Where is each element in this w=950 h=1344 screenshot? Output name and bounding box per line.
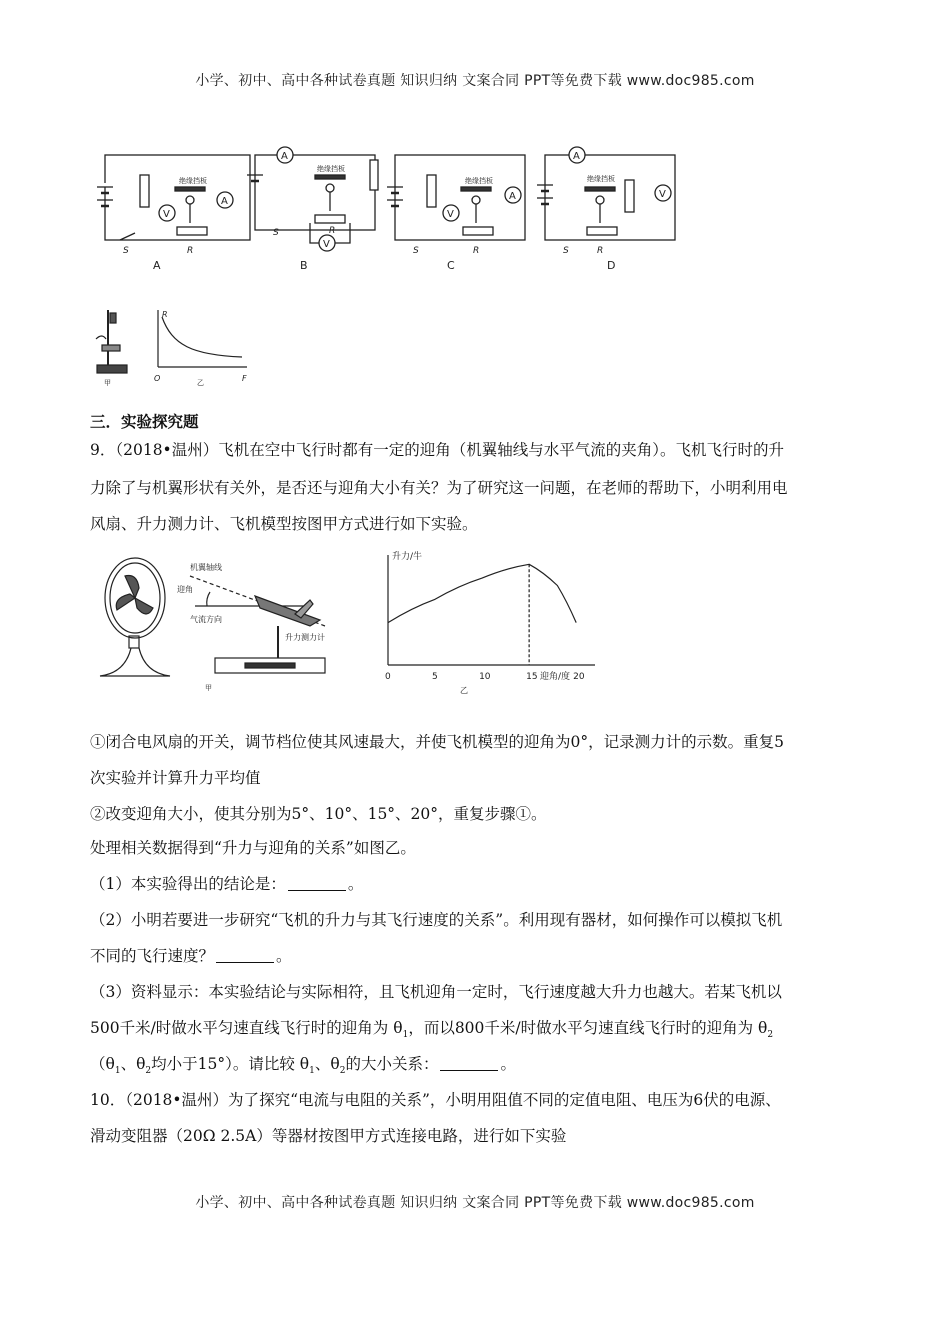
circuit-d (537, 147, 675, 272)
fan-airplane-figure (95, 548, 365, 693)
svg-text:S: S (273, 228, 279, 238)
option-c-label: C (447, 259, 455, 272)
svg-text:A: A (573, 151, 580, 162)
stand-figure-jia (96, 310, 127, 387)
q9-step-2: ②改变迎角大小，使其分别为5°、10°、15°、20°，重复步骤①。 (90, 805, 547, 823)
svg-text:S: S (413, 246, 419, 256)
r-f-graph-yi (154, 310, 247, 387)
svg-text:V: V (659, 189, 666, 200)
svg-text:R: R (329, 226, 336, 236)
q9-sub-3a: （3）资料显示：本实验结论与实际相符，且飞机迎角一定时，飞行速度越大升力也越大。若某飞机以 (90, 983, 782, 1001)
lift-angle-chart (370, 545, 610, 695)
option-d-label: D (607, 259, 616, 272)
x-tick-20: 20 (573, 672, 585, 682)
x-tick-5: 5 (432, 672, 438, 682)
svg-text:A: A (281, 151, 288, 162)
svg-text:绝缘挡板: 绝缘挡板 (317, 165, 345, 173)
svg-text:A: A (221, 196, 228, 207)
section-title: 三．实验探究题 (90, 412, 199, 431)
chart-caption: 乙 (460, 686, 468, 695)
option-a-label: A (153, 259, 161, 272)
svg-text:F: F (242, 374, 247, 383)
page-header: 小学、初中、高中各种试卷真题 知识归纳 文案合同 PPT等免费下载 www.doc985.com (195, 73, 755, 89)
q9-sub-2b: 不同的飞行速度？ 。 (90, 947, 292, 965)
answer-blank-3[interactable] (440, 1056, 498, 1071)
svg-text:O: O (154, 374, 161, 383)
q9-step-1b: 次实验并计算升力平均值 (90, 769, 261, 787)
x-tick-0: 0 (385, 672, 391, 682)
q9-line-1: 9．（2018•温州）飞机在空中飞行时都有一定的迎角（机翼轴线与水平气流的夹角）。飞机飞行时的升 (90, 441, 784, 459)
q9-sub-1: （1）本实验得出的结论是： 。 (90, 875, 364, 893)
svg-text:迎角: 迎角 (177, 585, 193, 594)
q9-step-1a: ①闭合电风扇的开关，调节档位使其风速最大，并使飞机模型的迎角为0°，记录测力计的示数。重复5 (90, 733, 784, 751)
svg-text:A: A (509, 191, 516, 202)
svg-text:V: V (163, 209, 170, 220)
lift-curve (388, 564, 576, 622)
svg-text:V: V (447, 209, 454, 220)
svg-text:R: R (162, 310, 168, 319)
svg-text:甲: 甲 (205, 684, 212, 692)
page-footer: 小学、初中、高中各种试卷真题 知识归纳 文案合同 PPT等免费下载 www.doc985.com (195, 1195, 755, 1211)
circuit-a (95, 155, 250, 272)
svg-text:甲: 甲 (104, 379, 111, 387)
q9-line-3: 风扇、升力测力计、飞机模型按图甲方式进行如下实验。 (90, 515, 478, 533)
q9-sub-3c: （$\theta_1$、$\theta_2$均小于15°）。请比较 $\theta_1$、$\theta_2$的大小关系： 。 (90, 1055, 516, 1077)
q9-line-2: 力除了与机翼形状有关外，是否还与迎角大小有关？为了研究这一问题，在老师的帮助下，小明利用电 (90, 479, 788, 497)
svg-text:机翼轴线: 机翼轴线 (190, 563, 222, 572)
svg-text:升力测力计: 升力测力计 (285, 633, 325, 642)
x-axis-label: 迎角/度 (540, 672, 571, 682)
circuit-c (387, 155, 525, 272)
electric-fan (100, 558, 170, 676)
svg-text:绝缘挡板: 绝缘挡板 (587, 175, 615, 183)
q9-sub-2a: （2）小明若要进一步研究“飞机的升力与其飞行速度的关系”。利用现有器材，如何操作可以模拟飞机 (90, 911, 783, 929)
svg-text:气流方向: 气流方向 (190, 615, 222, 624)
answer-blank-2[interactable] (216, 948, 274, 963)
svg-text:R: R (597, 246, 604, 256)
q10-line-1: 10．（2018•温州）为了探究“电流与电阻的关系”，小明用阻值不同的定值电阻、电压为6伏的电源、 (90, 1091, 781, 1109)
svg-text:S: S (563, 246, 569, 256)
svg-text:绝缘挡板: 绝缘挡板 (179, 177, 207, 185)
q10-line-2: 滑动变阻器（20Ω 2.5A）等器材按图甲方式连接电路，进行如下实验 (90, 1127, 567, 1145)
q9-process: 处理相关数据得到“升力与迎角的关系”如图乙。 (90, 839, 416, 857)
answer-blank-1[interactable] (288, 876, 346, 891)
svg-text:R: R (473, 246, 480, 256)
q9-sub-3b: 500千米/时做水平匀速直线飞行时的迎角为 $\theta_1$，而以800千米/时做水平匀速直线飞行时的迎角为 $\theta_2$ (90, 1019, 774, 1041)
svg-text:绝缘挡板: 绝缘挡板 (465, 177, 493, 185)
option-b-label: B (300, 259, 308, 272)
svg-text:S: S (123, 246, 129, 256)
circuit-b (247, 147, 378, 272)
y-axis-label: 升力/牛 (392, 552, 423, 562)
circuit-diagrams (95, 145, 695, 275)
svg-text:R: R (187, 246, 194, 256)
x-tick-10: 10 (479, 672, 491, 682)
airplane-setup (177, 562, 325, 692)
r-f-figure (92, 305, 262, 390)
svg-text:乙: 乙 (197, 379, 204, 387)
x-tick-15: 15 (526, 672, 538, 682)
svg-text:V: V (323, 239, 330, 250)
